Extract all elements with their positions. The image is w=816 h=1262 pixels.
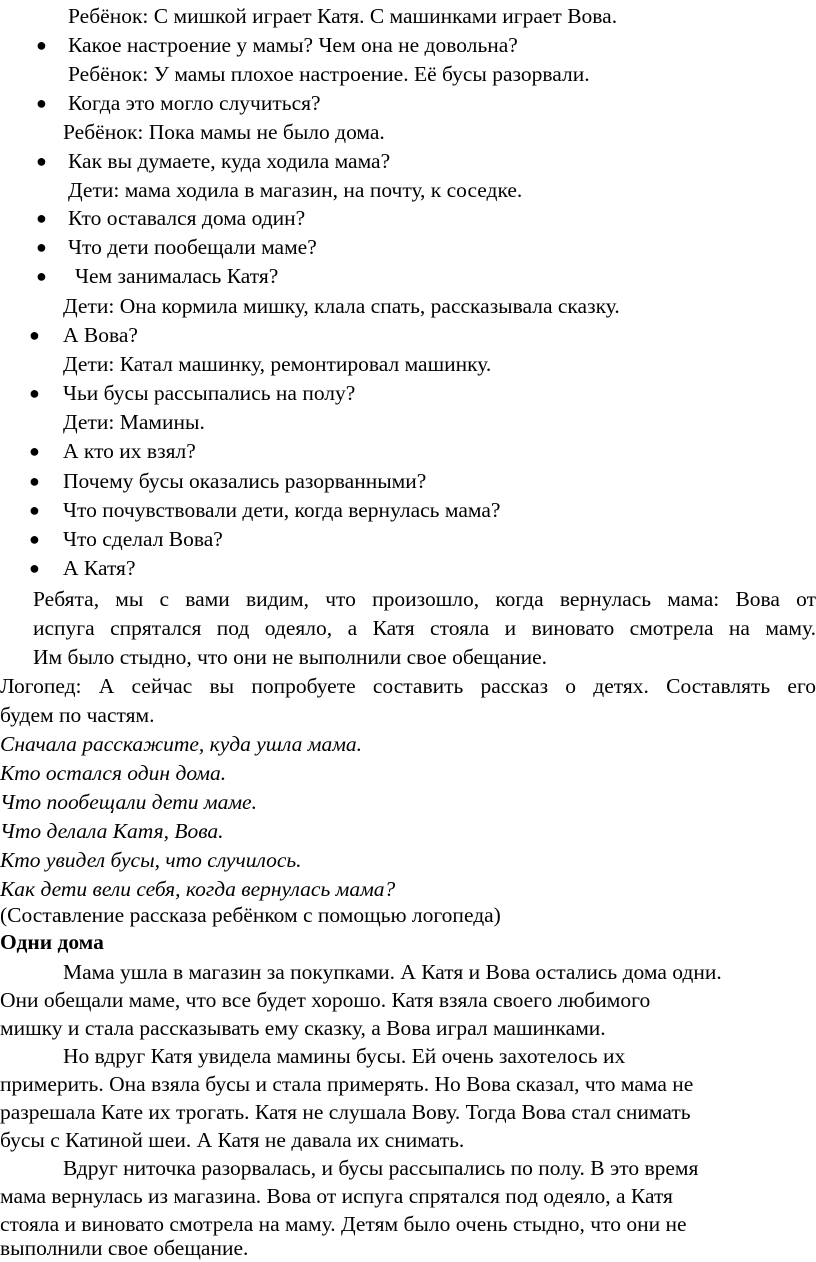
story-line: Они обещали маме, что все будет хорошо. Катя взяла своего любимого (0, 988, 651, 1012)
answer-line: Дети: Катал машинку, ремонтировал машинку. (63, 352, 492, 376)
bullet-icon: ● (29, 500, 40, 520)
question-item: А кто их взял? (63, 439, 196, 463)
story-line: Но вдруг Катя увидела мамины бусы. Ей очень захотелось их (63, 1044, 626, 1068)
question-item: Чем занималась Катя? (75, 264, 279, 288)
story-line: бусы с Катиной шеи. А Катя не давала их снимать. (0, 1128, 465, 1152)
summary-line: испуга спрятался под одеяло, а Катя стояла и виновато смотрела на маму. (33, 616, 816, 640)
question-item: А Катя? (63, 556, 136, 580)
answer-line: Дети: мама ходила в магазин, на почту, к соседке. (68, 178, 523, 202)
plan-item: Как дети вели себя, когда вернулась мама? (0, 877, 396, 901)
bullet-icon: ● (29, 558, 40, 578)
answer-line: Дети: Она кормила мишку, клала спать, рассказывала сказку. (63, 294, 620, 318)
question-item: Когда это могло случиться? (68, 91, 321, 115)
question-item: Что почувствовали дети, когда вернулась мама? (63, 498, 501, 522)
bullet-icon: ● (36, 35, 47, 55)
summary-line: Ребята, мы с вами видим, что произошло, когда вернулась мама: Вова от (33, 587, 816, 611)
note: (Составление рассказа ребёнком с помощью логопеда) (0, 903, 501, 927)
question-item: Что дети пообещали маме? (68, 235, 317, 259)
story-line: примерить. Она взяла бусы и стала примерять. Но Вова сказал, что мама не (0, 1072, 694, 1096)
story-line: мама вернулась из магазина. Вова от испуга спрятался под одеяло, а Катя (0, 1184, 673, 1208)
summary-line: Им было стыдно, что они не выполнили свое обещание. (33, 645, 548, 669)
answer-line: Ребёнок: С мишкой играет Катя. С машинками играет Вова. (68, 4, 618, 28)
question-item: Что сделал Вова? (63, 527, 223, 551)
story-line: стояла и виновато смотрела на маму. Детям было очень стыдно, что они не (0, 1212, 687, 1236)
plan-item: Кто остался один дома. (0, 761, 227, 785)
story-line: разрешала Кате их трогать. Катя не слушала Вову. Тогда Вова стал снимать (0, 1100, 691, 1124)
story-title: Одни дома (0, 930, 104, 954)
question-item: Кто оставался дома один? (68, 206, 306, 230)
story-line: Вдруг ниточка разорвалась, и бусы рассыпались по полу. В это время (63, 1156, 699, 1180)
bullet-icon: ● (36, 93, 47, 113)
plan-item: Сначала расскажите, куда ушла мама. (0, 732, 363, 756)
story-line: выполнили свое обещание. (0, 1236, 249, 1260)
story-line: Мама ушла в магазин за покупками. А Катя и Вова остались дома одни. (63, 960, 722, 984)
answer-line: Дети: Мамины. (63, 410, 205, 434)
bullet-icon: ● (29, 383, 40, 403)
logoped-line: Логопед: А сейчас вы попробуете составить рассказ о детях. Составлять его (0, 674, 816, 698)
bullet-icon: ● (29, 529, 40, 549)
question-item: Какое настроение у мамы? Чем она не довольна? (68, 33, 518, 57)
logoped-line: будем по частям. (0, 703, 155, 727)
bullet-icon: ● (29, 325, 40, 345)
question-item: Почему бусы оказались разорванными? (63, 469, 427, 493)
bullet-icon: ● (29, 441, 40, 461)
bullet-icon: ● (36, 237, 47, 257)
bullet-icon: ● (29, 471, 40, 491)
bullet-icon: ● (36, 266, 47, 286)
answer-line: Ребёнок: Пока мамы не было дома. (63, 120, 385, 144)
plan-item: Кто увидел бусы, что случилось. (0, 848, 302, 872)
bullet-icon: ● (36, 151, 47, 171)
answer-line: Ребёнок: У мамы плохое настроение. Её бусы разорвали. (68, 62, 590, 86)
question-item: А Вова? (63, 323, 138, 347)
plan-item: Что делала Катя, Вова. (0, 819, 224, 843)
bullet-icon: ● (36, 208, 47, 228)
plan-item: Что пообещали дети маме. (0, 790, 257, 814)
question-item: Как вы думаете, куда ходила мама? (68, 149, 391, 173)
story-line: мишку и стала рассказывать ему сказку, а Вова играл машинками. (0, 1016, 606, 1040)
question-item: Чьи бусы рассыпались на полу? (63, 381, 356, 405)
